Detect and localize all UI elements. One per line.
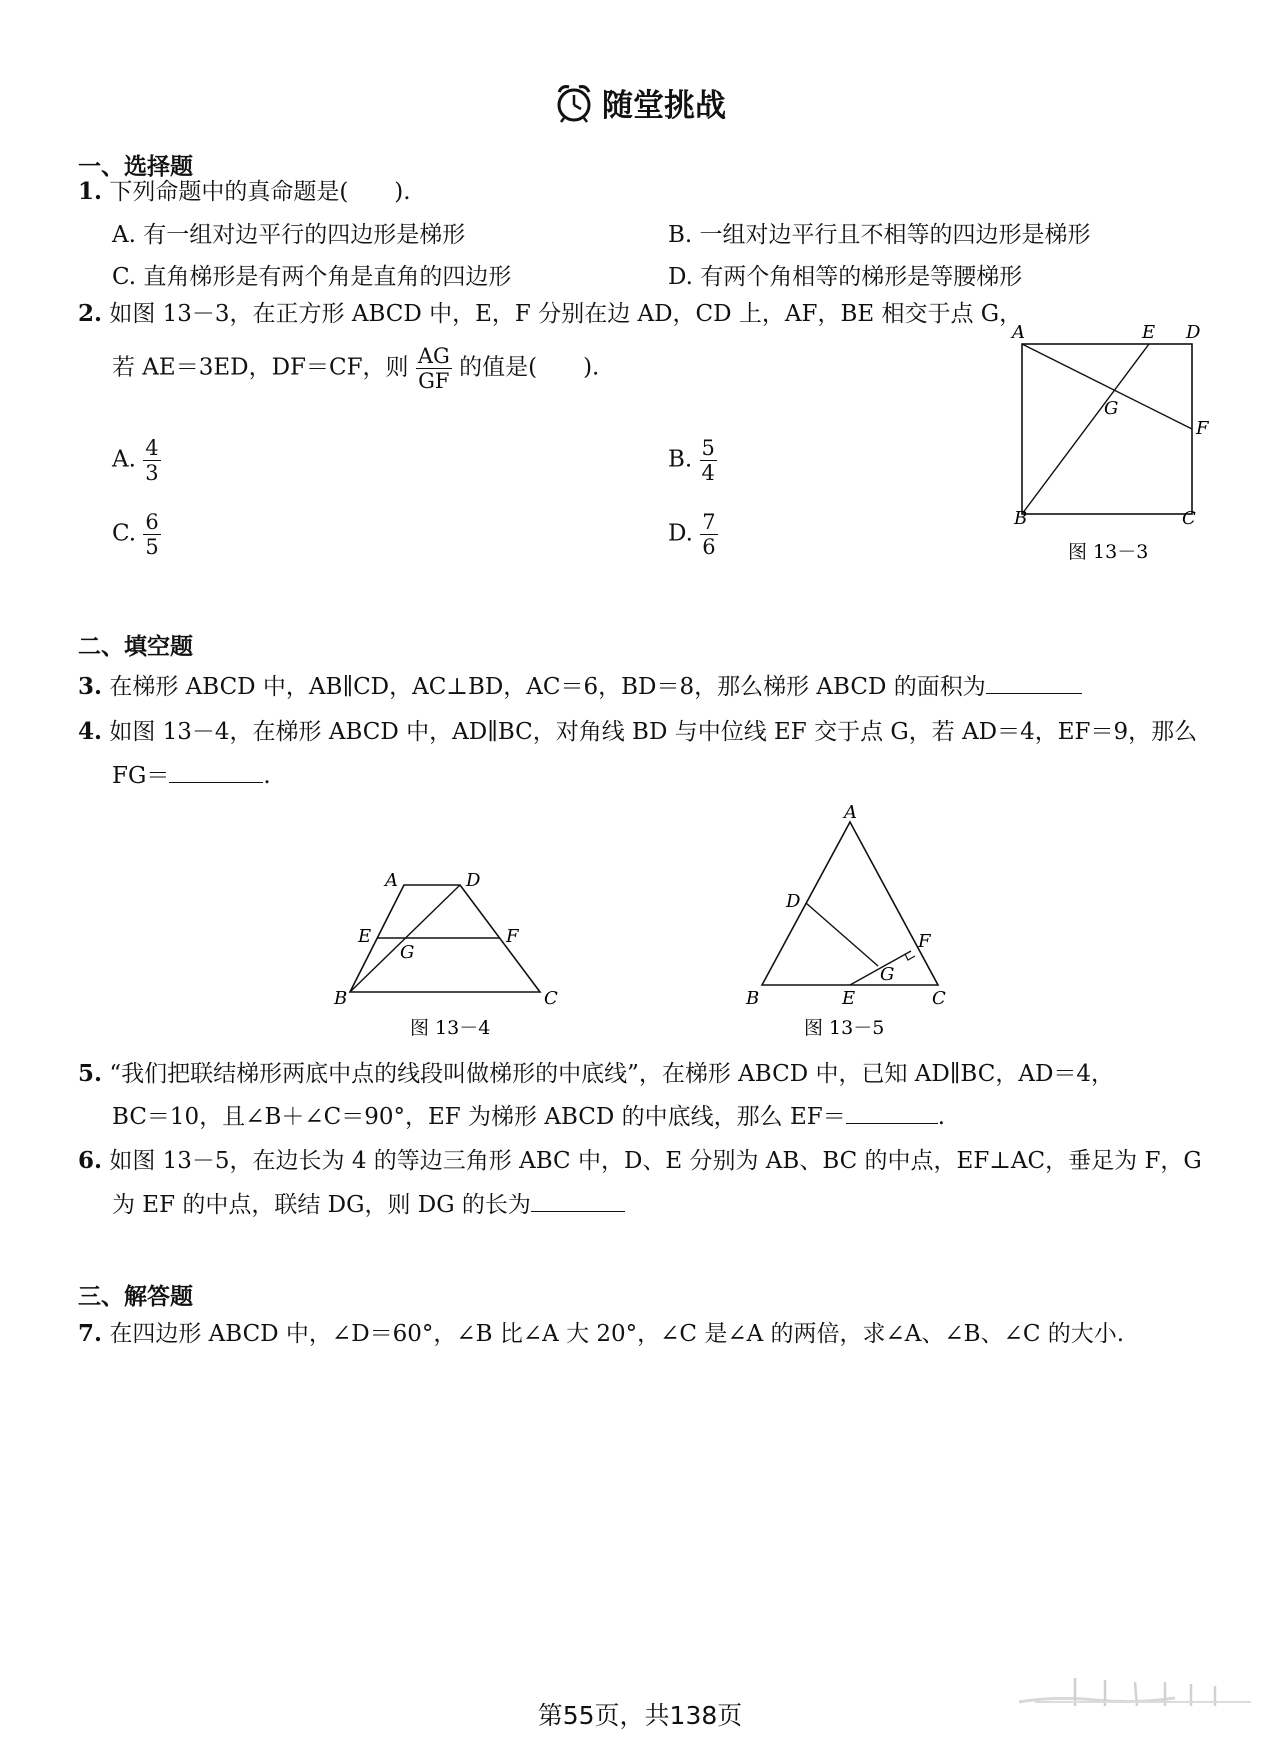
fraction xyxy=(700,436,717,485)
answer-blank[interactable] xyxy=(169,760,263,783)
section-heading-fill: 二、填空题 xyxy=(78,633,193,660)
question-number: 2. xyxy=(78,300,103,327)
fraction-denominator: 5 xyxy=(145,535,159,559)
segment-dg xyxy=(806,903,878,966)
label-g: G xyxy=(880,964,895,985)
label-d: D xyxy=(786,891,801,912)
option-c: C. 直角梯形是有两个角是直角的四边形 xyxy=(112,264,512,290)
label-d: D xyxy=(1186,322,1201,343)
alarm-clock-icon xyxy=(554,82,594,124)
figure-caption: 图 13－3 xyxy=(1068,541,1149,563)
question-text: 为 EF 的中点，联结 DG，则 DG 的长为 xyxy=(112,1192,531,1218)
page-indicator: 第55页，共138页 xyxy=(537,1701,743,1730)
label-f: F xyxy=(918,931,931,952)
question-5 xyxy=(78,1058,1114,1090)
label-f: F xyxy=(1196,418,1209,439)
option-letter: B. xyxy=(668,446,693,473)
answer-blank[interactable] xyxy=(846,1101,938,1124)
fraction-denominator: GF xyxy=(418,369,450,393)
title-text: 随堂挑战 xyxy=(602,88,726,124)
fraction xyxy=(700,510,717,559)
label-a: A xyxy=(1012,322,1025,343)
question-number: 4. xyxy=(78,718,103,745)
question-number: 3. xyxy=(78,673,103,700)
fraction xyxy=(143,436,160,485)
question-line-1: 如图 13－5，在边长为 4 的等边三角形 ABC 中，D、E 分别为 AB、BC 的中点，EF⊥AC，垂足为 F，G xyxy=(109,1148,1202,1174)
question-1 xyxy=(78,176,411,208)
option-a: A. 有一组对边平行的四边形是梯形 xyxy=(112,222,466,248)
label-e: E xyxy=(1142,322,1156,343)
fraction xyxy=(143,510,160,559)
label-c: C xyxy=(932,988,946,1009)
right-angle-mark xyxy=(905,954,915,960)
fraction-denominator: 3 xyxy=(145,461,159,485)
question-number: 6. xyxy=(78,1147,103,1174)
fraction-denominator: 6 xyxy=(702,535,716,559)
label-c: C xyxy=(1182,508,1196,529)
figure-caption: 图 13－4 xyxy=(410,1017,491,1039)
section-heading-solve: 三、解答题 xyxy=(78,1283,193,1310)
option-c xyxy=(112,510,161,559)
answer-blank[interactable] xyxy=(986,671,1082,694)
question-number: 5. xyxy=(78,1060,103,1087)
section-heading-choice: 一、选择题 xyxy=(78,153,193,180)
figure-13-5 xyxy=(740,804,960,1040)
segment-be xyxy=(1022,344,1149,514)
figure-caption: 图 13－5 xyxy=(804,1017,885,1039)
question-line-1: “我们把联结梯形两底中点的线段叫做梯形的中底线”，在梯形 ABCD 中，已知 AD∥BC，AD＝4， xyxy=(109,1061,1115,1087)
fraction xyxy=(416,344,452,393)
question-7 xyxy=(78,1318,1124,1350)
question-text: 在四边形 ABCD 中，∠D＝60°，∠B 比∠A 大 20°，∠C 是∠A 的两倍，求∠A、∠B、∠C 的大小. xyxy=(109,1321,1125,1347)
option-a xyxy=(112,436,161,485)
label-e: E xyxy=(842,988,856,1009)
fraction-numerator: 7 xyxy=(702,510,716,534)
option-letter: C. xyxy=(112,520,137,547)
question-text: 在梯形 ABCD 中，AB∥CD，AC⊥BD，AC＝6，BD＝8，那么梯形 ABCD 的面积为 xyxy=(109,674,986,700)
question-5-line-2 xyxy=(112,1101,945,1133)
figure-13-3 xyxy=(1010,318,1210,578)
question-text: 的值是( ). xyxy=(459,354,600,381)
question-3 xyxy=(78,671,1082,703)
question-number: 7. xyxy=(78,1320,103,1347)
question-2 xyxy=(78,298,1022,330)
label-d: D xyxy=(466,870,481,891)
option-d: D. 有两个角相等的梯形是等腰梯形 xyxy=(668,264,1023,290)
option-letter: A. xyxy=(112,446,136,473)
label-g: G xyxy=(400,942,415,963)
label-b: B xyxy=(1014,508,1028,529)
question-line-1: 如图 13－4，在梯形 ABCD 中，AD∥BC，对角线 BD 与中位线 EF 交于点 G，若 AD＝4，EF＝9，那么 xyxy=(109,719,1198,745)
question-4 xyxy=(78,716,1197,748)
period: . xyxy=(263,763,271,789)
question-6-line-2 xyxy=(112,1189,625,1221)
option-b: B. 一组对边平行且不相等的四边形是梯形 xyxy=(668,222,1091,248)
question-text: 若 AE＝3ED，DF＝CF，则 xyxy=(112,354,409,381)
figure-13-4 xyxy=(330,868,600,1040)
fraction-denominator: 4 xyxy=(701,461,715,485)
fraction-numerator: AG xyxy=(417,344,450,368)
label-b: B xyxy=(334,988,348,1009)
answer-blank[interactable] xyxy=(531,1189,625,1212)
period: . xyxy=(937,1104,946,1130)
option-letter: D. xyxy=(668,520,693,547)
question-2-line-2 xyxy=(112,344,599,393)
fraction-numerator: 4 xyxy=(145,436,159,460)
page-title xyxy=(0,80,1280,132)
option-d xyxy=(668,510,718,559)
question-number: 1. xyxy=(78,178,103,205)
label-e: E xyxy=(358,926,372,947)
question-6 xyxy=(78,1145,1202,1177)
label-b: B xyxy=(746,988,760,1009)
question-text: BC＝10，且∠B＋∠C＝90°，EF 为梯形 ABCD 的中底线，那么 EF＝ xyxy=(112,1104,846,1130)
square-abcd xyxy=(1022,344,1192,514)
option-b xyxy=(668,436,717,485)
fraction-numerator: 6 xyxy=(145,510,159,534)
question-stem: 下列命题中的真命题是( ). xyxy=(109,179,411,205)
question-text: FG＝ xyxy=(112,763,170,789)
fraction-numerator: 5 xyxy=(701,436,715,460)
label-a: A xyxy=(385,870,398,891)
label-c: C xyxy=(544,988,558,1009)
question-4-line-2 xyxy=(112,760,271,792)
question-line-1: 如图 13－3，在正方形 ABCD 中，E，F 分别在边 AD，CD 上，AF，BE 相交于点 G， xyxy=(109,301,1023,327)
label-f: F xyxy=(506,926,519,947)
label-g: G xyxy=(1104,398,1119,419)
label-a: A xyxy=(844,804,857,823)
